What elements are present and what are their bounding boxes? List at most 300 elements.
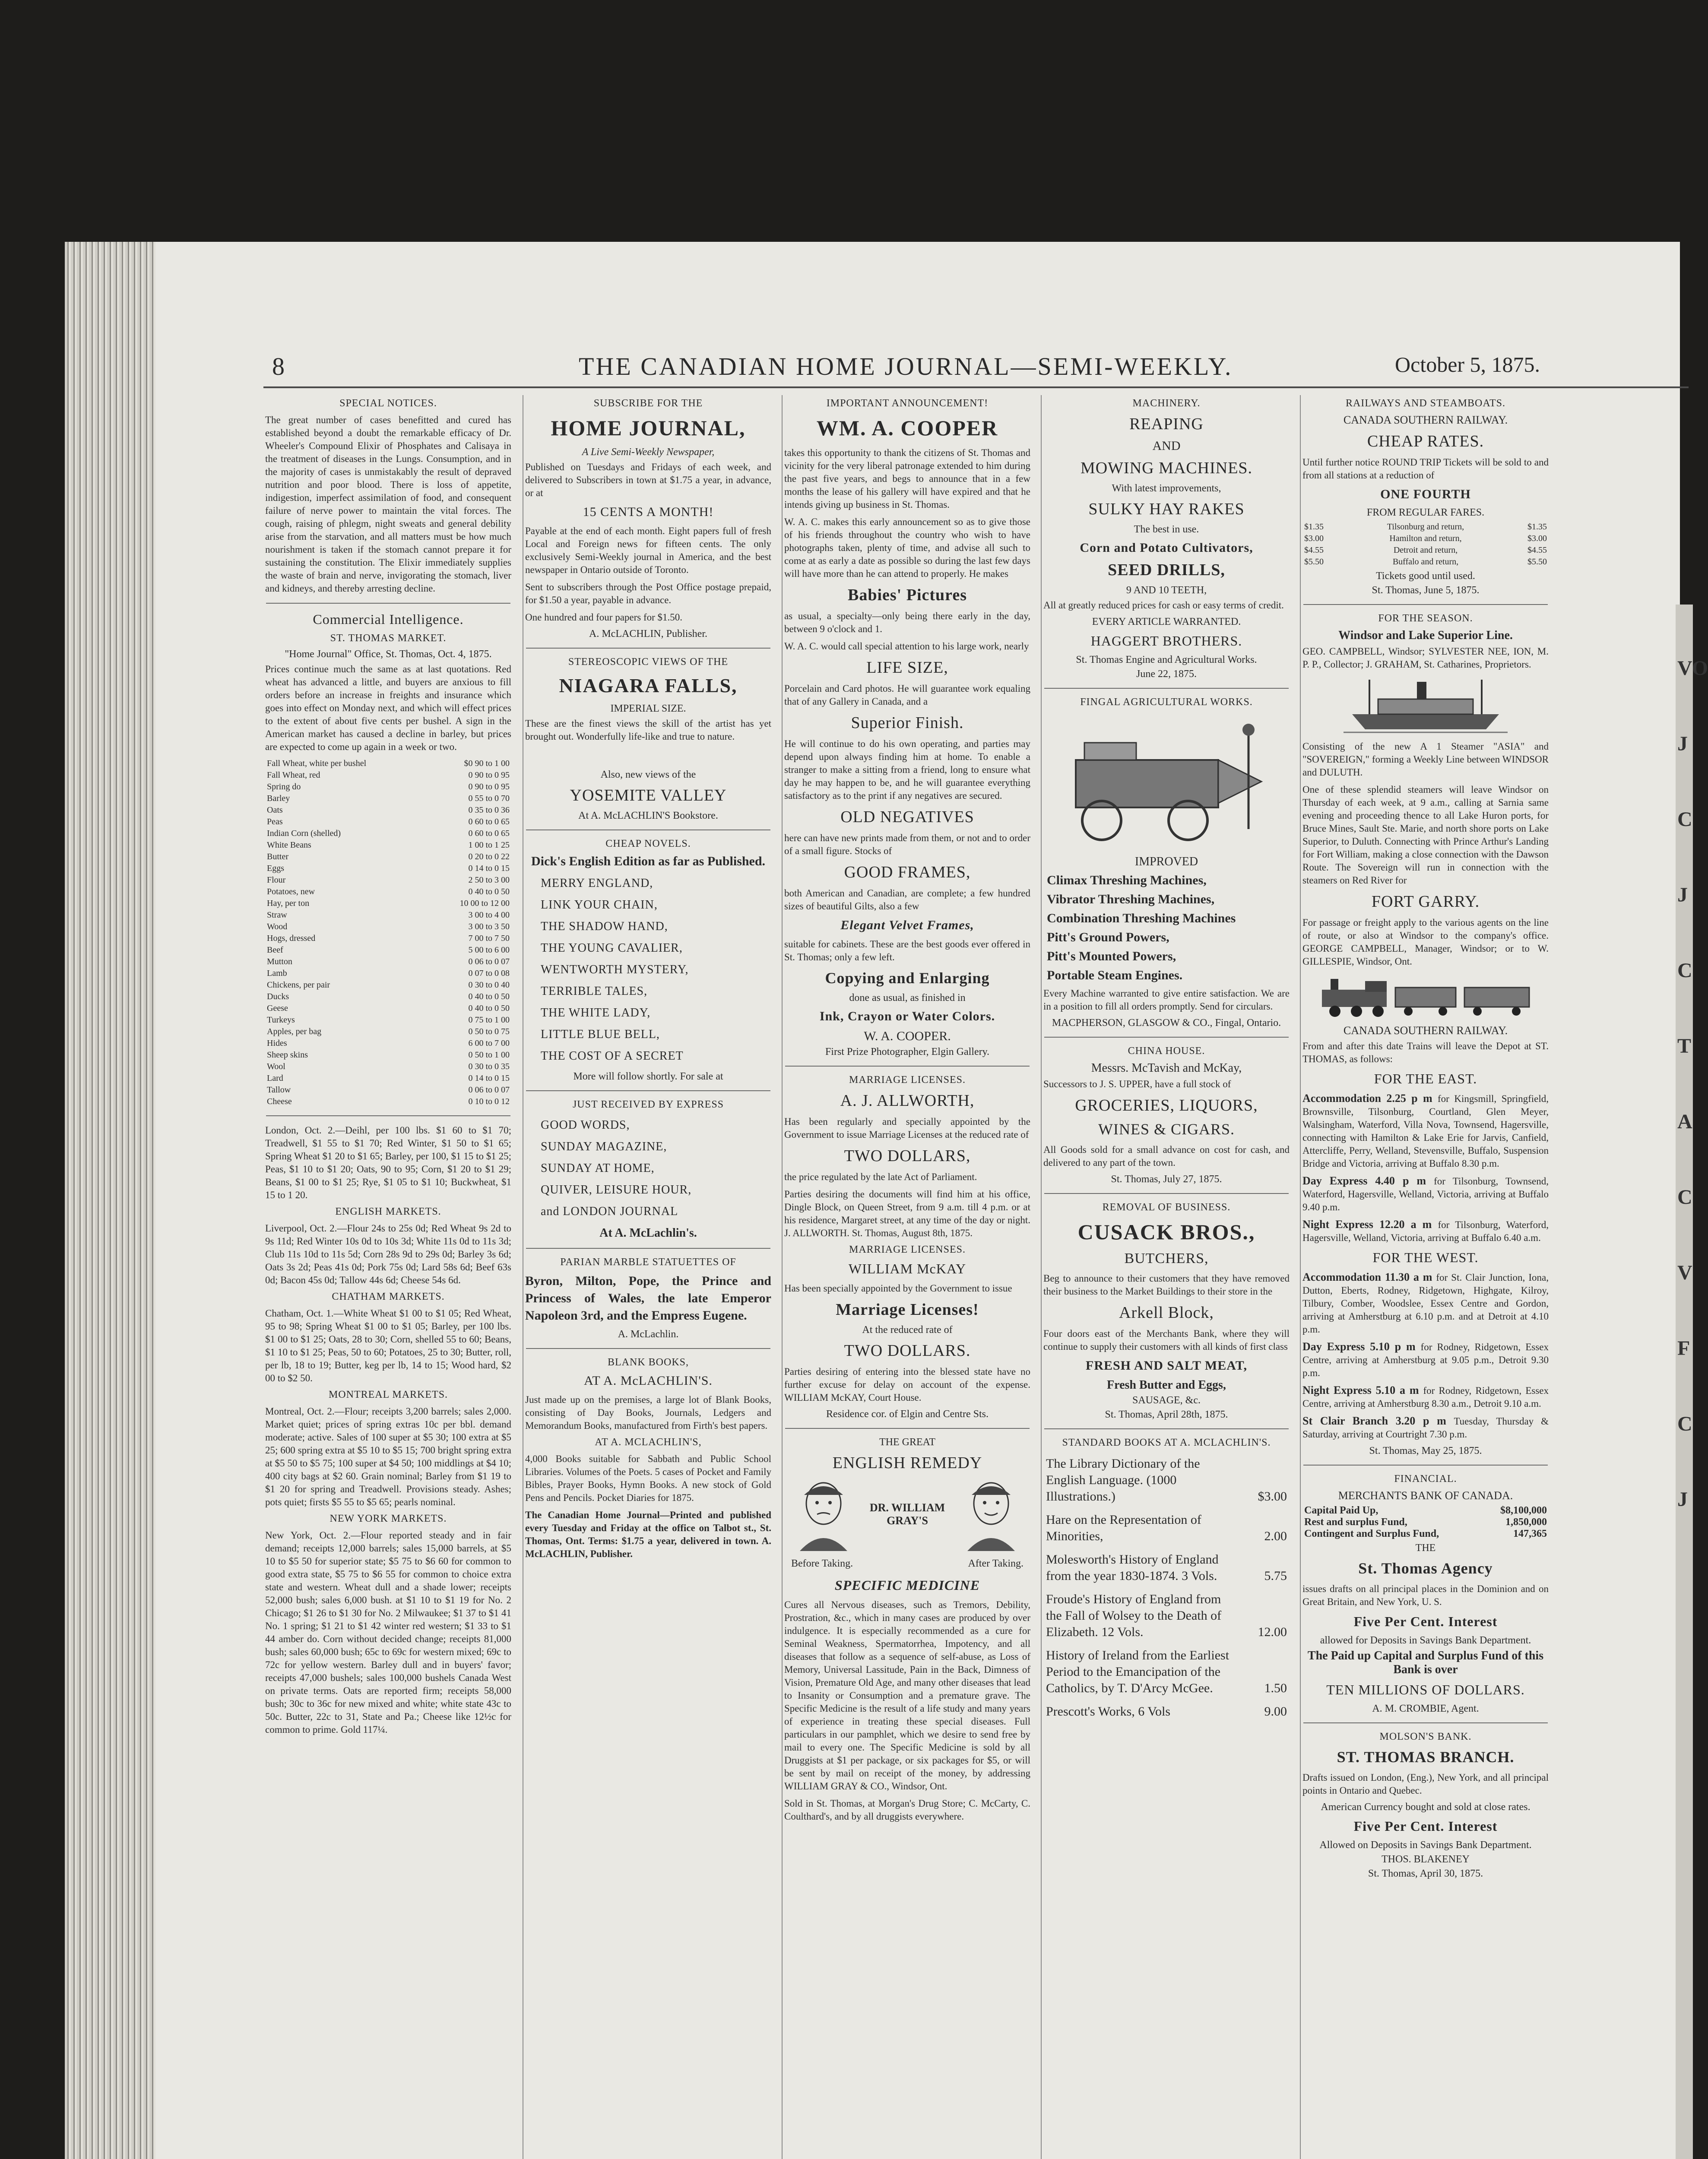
steamer-illustration <box>1344 675 1508 736</box>
mctavish-mckay: Messrs. McTavish and McKay, <box>1091 1061 1242 1075</box>
velvet-desc: suitable for cabinets. These are the best goods ever offered in St. Thomas; only a few left. <box>784 939 1030 962</box>
edge-letter: C <box>1677 1412 1692 1435</box>
edge-letter: J <box>1677 732 1688 755</box>
marriage-licenses-header-2: MARRIAGE LICENSES. <box>849 1244 966 1255</box>
train-desc: for Kingsmill, Springfield, Brownsville, Tilsonburg, Courtland, Glen Meyer, Walsingham, Waterford, Villa Nova, Townsend, Hagersville, connecting with Hamilton & Lake Erie for Jarvis, Canfield, Attercliffe, Perry, Welland, Stevensville, Buffalo, Suspension Bridge and Victoria, arriving at Buffalo 8.30 p.m. <box>1302 1093 1549 1169</box>
novel-title: LINK YOUR CHAIN, <box>541 898 658 912</box>
market-row <box>267 921 510 933</box>
page-number: 8 <box>272 352 285 380</box>
railways-header: RAILWAYS AND STEAMBOATS. <box>1345 398 1506 409</box>
bank-label: Capital Paid Up, <box>1304 1505 1378 1516</box>
paid-up-capital: The Paid up Capital and Surplus Fund of this Bank is over <box>1307 1649 1544 1676</box>
fare-destination: Hamilton and return, <box>1389 534 1462 543</box>
market-price: 5 00 to 6 00 <box>468 945 510 955</box>
bank-value: $8,100,000 <box>1500 1505 1547 1516</box>
cooper-p1: takes this opportunity to thank the citizens of St. Thomas and vicinity for the very liberal patronage extended to him during the past five years, and begs to announce that in a few months the lease of his gallery will have expired and that he intends giving up business in St. Thomas. <box>784 447 1030 510</box>
corn-cultivators: Corn and Potato Cultivators, <box>1080 541 1253 555</box>
allworth-desc-3: Parties desiring the documents will find him at his office, Dingle Block, on Queen Street, from 9 a.m. till 4 p.m. or at his residence, Margaret street, at any time of the day or night. J. ALLWORTH. St. Thomas, August 8th, 1875. <box>784 1189 1030 1238</box>
fare-row <box>1304 544 1547 556</box>
bank-figures <box>1301 1505 1550 1540</box>
market-item: Sheep skins <box>267 1050 308 1060</box>
at-mclachlins-desc: 4,000 Books suitable for Sabbath and Public School Libraries. Volumes of the Poets. 5 cases of Pocket and Family Bibles, Prayer Books, Hymn Books. A new stock of Gold Pens and Pencils. Pocket Diaries for 1875. <box>525 1453 771 1503</box>
periodical-title: SUNDAY AT HOME, <box>541 1162 655 1175</box>
lifesize-desc: Porcelain and Card photos. He will guarantee work equaling that of any Gallery in Canada, and a <box>784 683 1030 707</box>
market-item: Wool <box>267 1062 285 1071</box>
steamer-desc: Consisting of the new A 1 Steamer "ASIA" and "SOVEREIGN," forming a Weekly Line between WINDSOR and DULUTH. <box>1302 741 1549 778</box>
column-cooper <box>782 395 1032 2159</box>
book-title: Prescott's Works, 6 Vols <box>1046 1704 1171 1719</box>
the-word: THE <box>1415 1542 1436 1554</box>
market-price: 7 00 to 7 50 <box>468 934 510 943</box>
market-item: Barley <box>267 794 290 803</box>
american-currency: American Currency bought and sold at close rates. <box>1321 1801 1531 1813</box>
market-price: 0 60 to 0 65 <box>468 829 510 838</box>
mckay-residence: Residence cor. of Elgin and Centre Sts. <box>826 1409 989 1420</box>
china-date: St. Thomas, July 27, 1875. <box>1111 1174 1222 1185</box>
yosemite-title: YOSEMITE VALLEY <box>570 786 727 804</box>
teeth: 9 AND 10 TEETH, <box>1126 585 1207 596</box>
superior-finish: Superior Finish. <box>851 714 964 732</box>
train-desc: Tuesday, Thursday & Saturday, arriving at Courtright 7.30 p.m. <box>1302 1416 1549 1440</box>
book-price: 12.00 <box>1258 1625 1287 1639</box>
one-fourth: ONE FOURTH <box>1380 487 1471 501</box>
divider <box>1044 1037 1289 1038</box>
market-row <box>267 1061 510 1073</box>
canada-southern-title-2: CANADA SOUTHERN RAILWAY. <box>1343 1024 1508 1037</box>
masthead <box>155 352 1680 386</box>
market-price: 0 90 to 0 95 <box>468 770 510 780</box>
copying-sub: done as usual, as finished in <box>849 992 966 1004</box>
fort-garry: FORT GARRY. <box>1371 893 1480 911</box>
market-row <box>267 886 510 898</box>
reduced-rate: At the reduced rate of <box>862 1324 953 1336</box>
allworth-desc-2: the price regulated by the late Act of Parliament. <box>784 1171 977 1182</box>
gray-desc: Cures all Nervous diseases, such as Tremors, Debility, Prostration, &c., which in many cases are produced by over indulgence. It is especially recommended as a cure for Seminal Weakness, Spermatorrhea, Impotency, and all diseases that follow as a sequence of self-abuse, as Loss of Memory, Universal Lassitude, Pain in the Back, Dimness of Vision, Premature Old Age, and many other diseases that lead to Insanity or Consumption and a premature grave. The Specific Medicine is the result of a life study and many years of experience in treating these special diseases. Full particulars in our pamphlet, which we desire to send free by mail to every one. The Specific Medicine is sold by all Druggists at $1 per package, or six packages for $5, or will be sent by mail on receipt of the money, by addressing WILLIAM GRAY & CO., Windsor, Ont. <box>784 1599 1030 1792</box>
market-price: 0 75 to 1 00 <box>468 1015 510 1025</box>
market-item: Lamb <box>267 969 287 978</box>
train-desc: for Rodney, Ridgetown, Essex Centre, arriving at Amherstburg 8.30 a.m., Detroit 9.10 a.m. <box>1302 1385 1549 1409</box>
allworth-desc: Has been regularly and specially appointed by the Government to issue Marriage Licenses at the reduced rate of <box>784 1116 1030 1140</box>
market-row <box>267 793 510 804</box>
china-desc: All Goods sold for a small advance on cost for cash, and delivered to any part of the town. <box>1043 1144 1290 1168</box>
every-article-warranted: EVERY ARTICLE WARRANTED. <box>1092 616 1241 627</box>
mckay-two-dollars: TWO DOLLARS. <box>844 1342 971 1360</box>
st-thomas-branch: ST. THOMAS BRANCH. <box>1337 1748 1515 1766</box>
market-item: Eggs <box>267 864 284 873</box>
fare-destination: Detroit and return, <box>1393 545 1458 555</box>
improved: IMPROVED <box>1134 855 1198 868</box>
train-entry <box>1302 1271 1549 1336</box>
cooper-name: WM. A. COOPER <box>816 416 998 440</box>
market-row <box>267 1049 510 1061</box>
and-word: AND <box>1152 439 1181 453</box>
market-row <box>267 991 510 1003</box>
market-item: Hay, per ton <box>267 899 310 908</box>
ink-crayon: Ink, Crayon or Water Colors. <box>819 1009 995 1023</box>
market-row <box>267 1084 510 1096</box>
market-price: 0 14 to 0 15 <box>468 1073 510 1083</box>
edge-letter: C <box>1677 808 1692 831</box>
market-item: Geese <box>267 1004 288 1013</box>
removal-header: REMOVAL OF BUSINESS. <box>1102 1202 1231 1213</box>
superior-desc: He will continue to do his own operating, and parties may depend upon always finding him at home. To enable a stranger to make a sitting from a friend, long to ensure what day he may happen to be, and he will guarantee everything satisfactory as to the print if any negatives are secured. <box>784 738 1030 801</box>
market-item: Lard <box>267 1073 283 1083</box>
train-entry <box>1302 1092 1549 1170</box>
for-the-east: FOR THE EAST. <box>1374 1071 1477 1086</box>
fare-price-return: $1.35 <box>1527 522 1547 532</box>
market-price: 0 50 to 1 00 <box>468 1050 510 1060</box>
novel-title: LITTLE BLUE BELL, <box>541 1028 660 1041</box>
market-price: 0 06 to 0 07 <box>468 1085 510 1095</box>
five-percent-desc-2: Allowed on Deposits in Savings Bank Department. <box>1319 1839 1532 1851</box>
machine-item: Pitt's Ground Powers, <box>1047 930 1169 944</box>
express-header: JUST RECEIVED BY EXPRESS <box>572 1099 724 1110</box>
fare-destination: Tilsonburg and return, <box>1387 522 1464 532</box>
at-mclachlins-header: AT A. MCLACHLIN'S, <box>595 1437 702 1448</box>
marriage-licenses-header-1: MARRIAGE LICENSES. <box>849 1074 966 1086</box>
book-entry <box>1046 1512 1287 1545</box>
home-journal-title: HOME JOURNAL, <box>551 416 746 440</box>
babies-desc: as usual, a specialty—only being there early in the day, between 9 o'clock and 1. <box>784 611 1030 634</box>
mckay-desc-2: Parties desiring of entering into the blessed state have no further excuse for delay on account of the expense. WILLIAM McKAY, Court House. <box>784 1366 1030 1403</box>
rail-date: St. Thomas, May 25, 1875. <box>1369 1445 1482 1456</box>
allworth-two-dollars: TWO DOLLARS, <box>844 1147 971 1165</box>
market-row <box>267 769 510 781</box>
market-price: 0 90 to 0 95 <box>468 782 510 791</box>
mckay-desc: Has been specially appointed by the Government to issue <box>784 1283 1012 1294</box>
haggert-date: June 22, 1875. <box>1136 668 1197 680</box>
book-price: $3.00 <box>1258 1489 1287 1504</box>
fare-destination: Buffalo and return, <box>1392 557 1459 567</box>
commercial-header: Commercial Intelligence. <box>313 611 464 627</box>
divider <box>1044 1193 1289 1194</box>
market-price: $0 90 to 1 00 <box>464 759 510 768</box>
market-row <box>267 909 510 921</box>
market-row <box>267 968 510 979</box>
market-row <box>267 1014 510 1026</box>
divider <box>526 829 770 830</box>
drafts-desc: Drafts issued on London, (Eng.), New York, and all principal points in Ontario and Quebec. <box>1302 1772 1549 1796</box>
book-price: 9.00 <box>1264 1704 1287 1719</box>
divider <box>1303 1722 1548 1723</box>
important-header: IMPORTANT ANNOUNCEMENT! <box>826 398 989 409</box>
market-price: 0 10 to 0 12 <box>468 1097 510 1106</box>
fingal-desc: Every Machine warranted to give entire satisfaction. We are in a position to fill all orders promptly. Send for circulars. <box>1043 988 1290 1012</box>
west-trains <box>1301 1271 1550 1441</box>
train-name: Night Express 12.20 a m <box>1302 1218 1438 1231</box>
journal-footer: The Canadian Home Journal—Printed and published every Tuesday and Friday at the office on Talbot st., St. Thomas, Ont. Terms: $1.75 a year, delivered in town. A. McLACHLIN, Publisher. <box>525 1510 771 1559</box>
market-price: 0 40 to 0 50 <box>468 887 510 896</box>
column-home-journal <box>523 395 773 2159</box>
novel-title: THE YOUNG CAVALIER, <box>541 941 683 955</box>
merchants-bank: MERCHANTS BANK OF CANADA. <box>1338 1489 1513 1502</box>
market-price: 0 55 to 0 70 <box>468 794 510 803</box>
cusack-bros: CUSACK BROS., <box>1077 1220 1255 1244</box>
machine-item: Vibrator Threshing Machines, <box>1047 892 1215 906</box>
fares-note: Tickets good until used. <box>1376 570 1475 582</box>
english-remedy: ENGLISH REMEDY <box>832 1454 982 1472</box>
old-negatives: OLD NEGATIVES <box>840 808 974 826</box>
market-item: Fall Wheat, red <box>267 770 320 780</box>
bank-label: Contingent and Surplus Fund, <box>1304 1528 1439 1539</box>
montreal-markets: Montreal, Oct. 2.—Flour; receipts 3,200 barrels; sales 2,000. Market quiet; prices of spring extras 10c per bbl. demand moderate; active. Sales of 100 super at $5 30; 100 extra at $5 25; 600 spring extra at $5 10 to $5 15; 700 bright spring extra at $5 50 to $5 75; 100 super at $4 50; 100 middlings at $4 10; 400 city bags at $2 60. Grain nominal; Barley from $1 19 to $1 20 for spring and Treadwell. Provisions steady. Ashes; pots quiet; firsts $5 55 to $5 65; pearls nominal. <box>265 1406 511 1507</box>
market-item: Beef <box>267 945 283 955</box>
train-entry <box>1302 1218 1549 1244</box>
chatham-markets-title: CHATHAM MARKETS. <box>332 1291 445 1302</box>
market-row <box>267 1003 510 1014</box>
season-header: FOR THE SEASON. <box>1378 613 1473 624</box>
fares-date: St. Thomas, June 5, 1875. <box>1372 585 1480 596</box>
adjacent-page-edge <box>1676 605 1708 2159</box>
train-name: Accommodation 2.25 p m <box>1302 1092 1438 1105</box>
market-item: White Beans <box>267 840 311 850</box>
good-frames: GOOD FRAMES, <box>844 863 971 881</box>
divider <box>526 1090 770 1091</box>
blakeney-date: St. Thomas, April 30, 1875. <box>1368 1868 1483 1879</box>
divider <box>266 603 510 604</box>
market-row <box>267 874 510 886</box>
train-desc: for St. Clair Junction, Iona, Dutton, Eberts, Rodney, Ridgetown, Highgate, Kilroy, Tilbury, Comber, Woodslee, Essex Centre and Gordon, arriving at Amherstburg at 6.10 p.m. and at Detroit at 4.10 p.m. <box>1302 1272 1549 1335</box>
divider <box>526 648 770 649</box>
home-journal-p1: Published on Tuesdays and Fridays of each week, and delivered to Subscribers in town at $1.75 a year, in advance, or at <box>525 462 771 498</box>
masthead-rule <box>263 386 1689 388</box>
market-item: Oats <box>267 805 283 815</box>
market-item: Hides <box>267 1038 287 1048</box>
edge-letter: J <box>1677 1488 1688 1511</box>
divider <box>1303 1465 1548 1466</box>
edge-letter: VO <box>1677 657 1708 680</box>
after-taking-caption: After Taking. <box>968 1558 1024 1569</box>
parian-desc: Byron, Milton, Pope, the Prince and Princess of Wales, the late Emperor Napoleon 3rd, and the Empress Eugene. <box>525 1274 771 1323</box>
allworth-name: A. J. ALLWORTH, <box>840 1092 975 1110</box>
ten-millions: TEN MILLIONS OF DOLLARS. <box>1326 1682 1525 1697</box>
stereoscopic-header: STEREOSCOPIC VIEWS OF THE <box>568 656 729 668</box>
book-entry <box>1046 1703 1287 1720</box>
market-item: Mutton <box>267 957 292 966</box>
market-price: 6 00 to 7 00 <box>468 1038 510 1048</box>
st-thomas-agency: St. Thomas Agency <box>1358 1560 1493 1577</box>
market-price: 0 06 to 0 07 <box>468 957 510 966</box>
blank-books-desc: Just made up on the premises, a large lot of Blank Books, consisting of Day Books, Journals, Ledgers and Memorandum Books, manufactured from Firth's best papers. <box>525 1394 771 1431</box>
the-great: THE GREAT <box>879 1437 935 1448</box>
niagara-falls-title: NIAGARA FALLS, <box>559 674 738 696</box>
blank-books-header: BLANK BOOKS, <box>607 1357 689 1368</box>
book-price: 1.50 <box>1264 1681 1287 1695</box>
divider <box>266 1115 510 1116</box>
fingal-signature: MACPHERSON, GLASGOW & CO., Fingal, Ontario. <box>1052 1017 1281 1029</box>
machines-list <box>1042 873 1291 983</box>
market-item: Butter <box>267 852 288 861</box>
market-row <box>267 1026 510 1038</box>
periodical-title: SUNDAY MAGAZINE, <box>541 1140 667 1153</box>
fare-price: $1.35 <box>1304 522 1324 532</box>
crombie-agent: A. M. CROMBIE, Agent. <box>1372 1703 1479 1714</box>
steamer-desc-2: One of these splendid steamers will leave Windsor on Thursday of each week, at 9 a.m., calling at Sarnia same evening and proceeding thence to all Lake Huron ports, for Bruce Mines, Sault Ste. Marie, and north shore ports on Lake Superior, to Duluth. Connecting with Prince Arthur's Landing for Fort William, making a close connection with the Dawson Route. The Sovereign will run in connection with the steamers on Red River for <box>1302 784 1549 886</box>
bank-label: Rest and surplus Fund, <box>1304 1516 1407 1528</box>
blank-books-at: AT A. McLACHLIN'S. <box>584 1374 713 1388</box>
gray-footer: Sold in St. Thomas, at Morgan's Drug Store; C. McCarty, C. Coulthard's, and by all druggists everywhere. <box>784 1798 1030 1822</box>
market-row <box>267 898 510 909</box>
train-name: Day Express 4.40 p m <box>1302 1174 1434 1187</box>
montreal-markets-title: MONTREAL MARKETS. <box>328 1389 448 1400</box>
market-price: 0 30 to 0 35 <box>468 1062 510 1071</box>
column-special-notices <box>263 395 513 2159</box>
fare-price-return: $3.00 <box>1527 534 1547 543</box>
old-negatives-desc: here can have new prints made from them, or not and to order of a small figure. Stocks of <box>784 833 1030 856</box>
for-the-west: FOR THE WEST. <box>1372 1250 1479 1265</box>
fort-garry-desc: For passage or freight apply to the various agents on the line of route, or also at Windsor to the company's office. GEORGE CAMPBELL, Manager, Windsor; or to W. GILLESPIE, Windsor, Ont. <box>1302 917 1549 967</box>
train-illustration <box>1313 972 1538 1020</box>
book-entry <box>1046 1456 1287 1505</box>
agency-desc: issues drafts on all principal places in the Dominion and on Great Britain, and New York, U. S. <box>1302 1583 1549 1607</box>
lifesize-title: LIFE SIZE, <box>866 658 948 677</box>
bank-value: 1,850,000 <box>1505 1516 1547 1528</box>
divider <box>1044 688 1289 689</box>
babies-pictures: Babies' Pictures <box>847 586 967 604</box>
book-entry <box>1046 1591 1287 1640</box>
market-price: 0 07 to 0 08 <box>468 969 510 978</box>
market-price-table <box>263 758 513 1108</box>
market-row <box>267 781 510 793</box>
divider <box>1044 1428 1289 1429</box>
fresh-salt-meat: FRESH AND SALT MEAT, <box>1086 1358 1247 1373</box>
london-market: London, Oct. 2.—Deihl, per 100 lbs. $1 60 to $1 70; Treadwell, $1 55 to $1 70; Red Winter, $1 50 to $1 65; Spring Wheat $1 20 to $1 65; Barley, per 100, $1 15 to $1 25; Peas, $1 10 to $1 20; Oats, 90 to 95; Corn, $1 20 to $1 29; Beans, $1 00 to $1 25; Rye, $1 05 to $1 10; Buckwheat, $1 15 to 1 20. <box>265 1125 511 1200</box>
machine-item: Portable Steam Engines. <box>1047 968 1183 982</box>
book-title: Hare on the Representation of Minorities, <box>1046 1513 1201 1543</box>
book-price: 2.00 <box>1264 1529 1287 1543</box>
edge-letter: F <box>1677 1337 1690 1360</box>
windsor-proprietors: GEO. CAMPBELL, Windsor; SYLVESTER NEE, ION, M. P. P., Collector; J. GRAHAM, St. Catharines, Proprietors. <box>1302 646 1549 670</box>
market-price: 0 40 to 0 50 <box>468 992 510 1001</box>
east-trains <box>1301 1092 1550 1244</box>
edge-letter: C <box>1677 1186 1692 1209</box>
divider <box>526 1248 770 1249</box>
market-item: Wood <box>267 922 288 931</box>
edge-letter: J <box>1677 883 1688 906</box>
periodical-title: and LONDON JOURNAL <box>541 1205 678 1218</box>
market-price: 10 00 to 12 00 <box>459 899 510 908</box>
cooper-signature: W. A. COOPER. <box>864 1029 951 1043</box>
book-entry <box>1046 1647 1287 1697</box>
bank-row <box>1304 1528 1547 1540</box>
newspaper-page <box>155 242 1680 2159</box>
stereoscopic-desc: These are the finest views the skill of the artist has yet brought out. Wonderfully life-like and true to nature. <box>525 718 771 742</box>
edge-letter: V <box>1677 1261 1692 1284</box>
machine-item: Climax Threshing Machines, <box>1047 873 1207 887</box>
novels-list <box>523 877 773 1063</box>
five-percent-desc: allowed for Deposits in Savings Bank Department. <box>1320 1635 1531 1646</box>
divider <box>526 1348 770 1349</box>
new-york-markets-title: NEW YORK MARKETS. <box>330 1513 447 1524</box>
special-notices-header: SPECIAL NOTICES. <box>339 398 437 409</box>
edge-letter: T <box>1677 1035 1692 1057</box>
market-price: 1 00 to 1 25 <box>468 840 510 850</box>
cheap-novels-header: CHEAP NOVELS. <box>605 838 691 849</box>
book-title: The Library Dictionary of the English Language. (1000 Illustrations.) <box>1046 1456 1200 1504</box>
best-in-use: The best in use. <box>1134 524 1199 535</box>
standard-books-header: STANDARD BOOKS AT A. MCLACHLIN'S. <box>1062 1437 1271 1448</box>
reduced-prices: All at greatly reduced prices for cash or easy terms of credit. <box>1043 600 1284 611</box>
home-journal-p3: Sent to subscribers through the Post Office postage prepaid, for $1.50 a year, payable in advance. <box>525 582 771 605</box>
train-name: St Clair Branch 3.20 p m <box>1302 1415 1454 1427</box>
book-title: Froude's History of England from the Fall of Wolsey to the Death of Elizabeth. 12 Vols. <box>1046 1592 1222 1639</box>
five-percent-interest: Five Per Cent. Interest <box>1353 1614 1498 1629</box>
frames-desc: both American and Canadian, are complete; a few hundred sizes of beautiful Gilts, also a few <box>784 888 1030 912</box>
bank-row <box>1304 1505 1547 1516</box>
machine-item: Combination Threshing Machines <box>1047 911 1236 925</box>
cusack-date: St. Thomas, April 28th, 1875. <box>1105 1409 1228 1420</box>
novel-title: THE SHADOW HAND, <box>541 920 668 933</box>
latest-improvements: With latest improvements, <box>1112 483 1221 494</box>
fare-price: $5.50 <box>1304 557 1324 567</box>
wines-cigars: WINES & CIGARS. <box>1098 1121 1235 1138</box>
copying-enlarging: Copying and Enlarging <box>825 969 990 987</box>
market-item: Hogs, dressed <box>267 934 316 943</box>
regular-fares: FROM REGULAR FARES. <box>1366 507 1485 518</box>
column-railways <box>1300 395 1550 2159</box>
cheap-rates: CHEAP RATES. <box>1367 432 1484 450</box>
cheap-rates-desc: Until further notice ROUND TRIP Tickets will be sold to and from all stations at a reduction of <box>1302 457 1549 481</box>
mckay-name: WILLIAM McKAY <box>848 1261 966 1276</box>
cusack-desc-2: Four doors east of the Merchants Bank, where they will continue to supply their customers with all kinds of first class <box>1043 1328 1290 1352</box>
book-entry <box>1046 1551 1287 1584</box>
sausage: SAUSAGE, &c. <box>1132 1395 1201 1406</box>
molsons-bank: MOLSON'S BANK. <box>1379 1731 1472 1742</box>
train-name: Accommodation 11.30 a m <box>1302 1271 1436 1283</box>
market-price: 0 50 to 0 75 <box>468 1027 510 1036</box>
market-price: 0 20 to 0 22 <box>468 852 510 861</box>
cooper-footer: First Prize Photographer, Elgin Gallery. <box>825 1046 990 1057</box>
bank-row <box>1304 1516 1547 1528</box>
canada-southern-title: CANADA SOUTHERN RAILWAY. <box>1343 414 1508 426</box>
depart-desc: From and after this date Trains will leave the Depot at ST. THOMAS, as follows: <box>1302 1041 1549 1064</box>
home-journal-p4: One hundred and four papers for $1.50. <box>525 612 683 623</box>
marriage-licenses-title: Marriage Licenses! <box>836 1301 979 1319</box>
threshing-machine-illustration <box>1058 717 1274 846</box>
elixir-notice: The great number of cases benefitted and cured has established beyond a doubt the remarkable efficacy of Dr. Wheeler's Compound Elixir of Phosphates and Calisaya in the treatment of diseases in the Lungs. Consumption, and in the majority of cases is unmistakably the result of depraved nutrition and poor blood. There is loss of appetite, indigestion, imperfect assimilation of food, and consequent failure of nerve power to maintain the vital forces. The cough, raising of phlegm, night sweats and general debility arise from the starvation, and all matters must be how much nourishment is taken if the stomach cannot prepare it for sustaining the constitution. The Elixir immediately supplies the waste of brain and nerve, invigorating the stomach, liver and kidneys, and thereby arresting decline. <box>265 415 511 594</box>
windsor-line: Windsor and Lake Superior Line. <box>1338 629 1513 642</box>
parian-header: PARIAN MARBLE STATUETTES OF <box>560 1257 736 1268</box>
market-item: Ducks <box>267 992 289 1001</box>
market-item: Spring do <box>267 782 301 791</box>
china-successors: Successors to J. S. UPPER, have a full stock of <box>1043 1079 1231 1089</box>
market-row <box>267 828 510 839</box>
sulky-hay-rakes: SULKY HAY RAKES <box>1088 500 1245 518</box>
financial-header: FINANCIAL. <box>1394 1473 1457 1485</box>
home-journal-signature: A. McLACHLIN, Publisher. <box>589 628 707 639</box>
english-markets-title: ENGLISH MARKETS. <box>335 1206 441 1217</box>
fare-price-return: $4.55 <box>1527 545 1547 555</box>
chatham-markets: Chatham, Oct. 1.—White Wheat $1 00 to $1 05; Red Wheat, 95 to 98; Spring Wheat $1 00 to $1 05; Barley, per 100 lbs. $1 00 to $1 25; Oats, 28 to 30; Corn, shelled 55 to 60; Beans, $1 10 to $1 25; Peas, 50 to 60; Potatoes, 25 to 30; Butter, roll, per lb, 18 to 19; Butter, keg per lb, 14 to 15; Wood hard, $2 00 to $2 50. <box>265 1308 511 1383</box>
fingal-works-header: FINGAL AGRICULTURAL WORKS. <box>1080 696 1253 708</box>
china-house-header: CHINA HOUSE. <box>1128 1045 1205 1057</box>
market-row <box>267 851 510 863</box>
market-item: Cheese <box>267 1097 292 1106</box>
market-row <box>267 979 510 991</box>
haggert-brothers: HAGGERT BROTHERS. <box>1090 633 1242 649</box>
butchers: BUTCHERS, <box>1124 1250 1209 1266</box>
express-at: At A. McLachlin's. <box>599 1226 697 1240</box>
market-row <box>267 839 510 851</box>
market-price: 3 00 to 3 50 <box>468 922 510 931</box>
market-price: 0 30 to 0 40 <box>468 980 510 990</box>
blakeney: THOS. BLAKENEY <box>1382 1854 1470 1865</box>
train-desc: for Rodney, Ridgetown, Essex Centre, arriving at Amherstburg at 9.05 p.m., Detroit 9.30 p.m. <box>1302 1342 1549 1378</box>
specific-medicine: SPECIFIC MEDICINE <box>834 1577 980 1593</box>
reaping-title: REAPING <box>1129 415 1204 433</box>
lifesize-intro: W. A. C. would call special attention to his large work, nearly <box>784 641 1029 652</box>
market-price: 0 14 to 0 15 <box>468 864 510 873</box>
